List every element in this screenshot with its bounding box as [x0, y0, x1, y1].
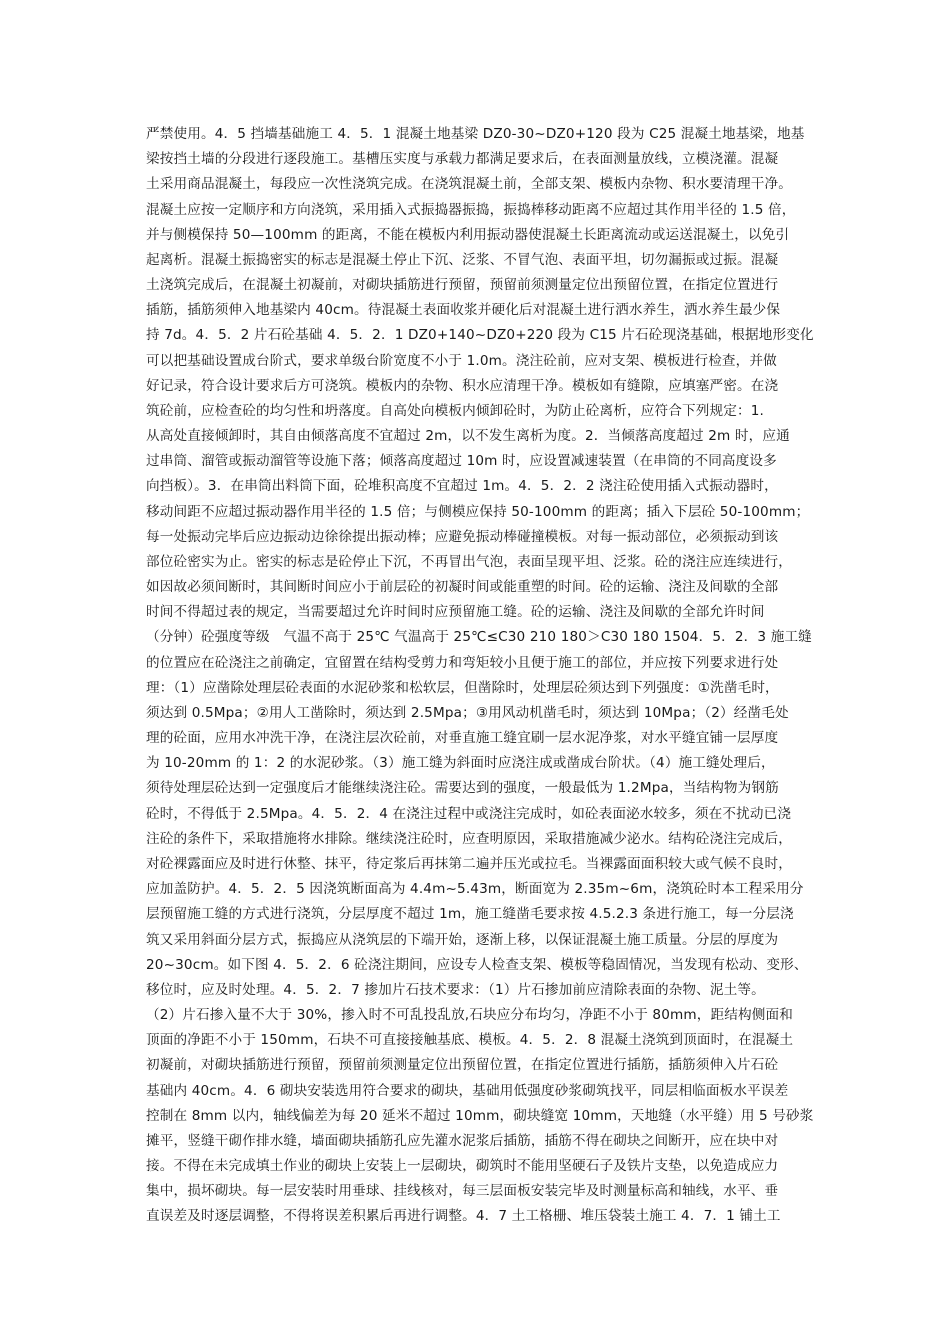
text-line: 的位置应在砼浇注之前确定，宜留置在结构受剪力和弯矩较小且便于施工的部位，并应按下列要求进行处: [146, 654, 779, 671]
text-line: 部位砼密实为止。密实的标志是砼停止下沉，不再冒出气泡，表面呈现平坦、泛浆。砼的浇注应连续进行，: [146, 553, 792, 570]
text-line: 控制在 8mm 以内，轴线偏差为每 20 延米不超过 10mm，砌块缝宽 10mm，天地缝（水平缝）用 5 号砂浆: [146, 1107, 814, 1124]
text-line: 直误差及时逐层调整，不得将误差积累后再进行调整。4．7 土工格栅、堆压袋装土施工 4．7．1 铺土工: [146, 1208, 781, 1225]
text-line: 筑砼前，应检查砼的均匀性和坍落度。自高处向模板内倾卸砼时，为防止砼离析，应符合下列规定：1.: [146, 402, 764, 419]
text-line: 注砼的条件下，采取措施将水排除。继续浇注砼时，应查明原因，采取措施减少泌水。结构砼浇注完成后，: [146, 830, 792, 847]
text-line: 混凝土应按一定顺序和方向浇筑，采用插入式振捣器振捣，振捣棒移动距离不应超过其作用半径的 1.5 倍，: [146, 201, 796, 218]
text-line: 筑又采用斜面分层方式，振捣应从浇筑层的下端开始，逐渐上移，以保证混凝土施工质量。分层的厚度为: [146, 931, 779, 948]
text-line: 梁按挡土墙的分段进行逐段施工。基槽压实度与承载力都满足要求后，在表面测量放线，立模浇灌。混凝: [146, 151, 779, 168]
text-line: 可以把基础设置成台阶式，要求单级台阶宽度不小于 1.0m。浇注砼前，应对支架、模板进行检查，并做: [146, 352, 777, 369]
text-line: 应加盖防护。4．5．2．5 因浇筑断面高为 4.4m~5.43m，断面宽为 2.35m~6m，浇筑砼时本工程采用分: [146, 881, 804, 898]
text-line: 过串筒、溜管或振动溜管等设施下落；倾落高度超过 10m 时，应设置减速装置（在串筒的不同高度设多: [146, 453, 777, 470]
text-line: 理的砼面，应用水冲洗干净，在浇注层次砼前，对垂直施工缝宜刷一层水泥净浆，对水平缝宜铺一层厚度: [146, 730, 779, 747]
text-line: 20~30cm。如下图 4．5．2．6 砼浇注期间，应设专人检查支架、模板等稳固情况，当发现有松动、变形、: [146, 956, 808, 973]
text-line: 起离析。混凝土振捣密实的标志是混凝土停止下沉、泛浆、不冒气泡、表面平坦，切勿漏振或过振。混凝: [146, 251, 779, 268]
text-line: 层预留施工缝的方式进行浇筑，分层厚度不超过 1m，施工缝凿毛要求按 4.5.2.3 条进行施工，每一分层浇: [146, 906, 794, 923]
text-line: 须待处理层砼达到一定强度后才能继续浇注砼。需要达到的强度，一般最低为 1.2Mpa，当结构物为钢筋: [146, 780, 779, 797]
body-text: [146, 122, 836, 1230]
text-line: 移位时，应及时处理。4．5．2．7 掺加片石技术要求：（1）片石掺加前应清除表面的杂物、泥土等。: [146, 981, 765, 998]
text-line: 摊平，竖缝干砌作排水缝，墙面砌块插筋孔应先灌水泥浆后插筋，插筋不得在砌块之间断开，应在块中对: [146, 1132, 779, 1149]
text-line: 土采用商品混凝土，每段应一次性浇筑完成。在浇筑混凝土前，全部支架、模板内杂物、积水要清理干净。: [146, 176, 792, 193]
text-line: 基础内 40cm。4．6 砌块安装选用符合要求的砌块，基础用低强度砂浆砌筑找平，同层相临面板水平误差: [146, 1082, 789, 1099]
text-line: 对砼裸露面应及时进行休整、抹平，待定浆后再抹第二遍并压光或拉毛。当裸露面面积较大或气候不良时，: [146, 855, 792, 872]
text-line: （分钟）砼强度等级 气温不高于 25℃ 气温高于 25℃≤C30 210 180＞C30 180 1504．5．2．3 施工缝: [146, 629, 812, 646]
text-line: 如因故必须间断时，其间断时间应小于前层砼的初凝时间或能重塑的时间。砼的运输、浇注及间歇的全部: [146, 579, 779, 596]
text-line: 砼时，不得低于 2.5Mpa。4．5．2．4 在浇注过程中或浇注完成时，如砼表面泌水较多，须在不扰动已浇: [146, 805, 792, 822]
text-line: 插筋，插筋须伸入地基梁内 40cm。待混凝土表面收浆并硬化后对混凝土进行洒水养生，洒水养生最少保: [146, 302, 781, 319]
text-line: 须达到 0.5Mpa；②用人工凿除时，须达到 2.5Mpa；③用风动机凿毛时，须达到 10Mpa；（2）经凿毛处: [146, 704, 789, 721]
text-line: 初凝前，对砌块插筋进行预留，预留前须测量定位出预留位置，在指定位置进行插筋，插筋须伸入片石砼: [146, 1057, 779, 1074]
text-line: 严禁使用。4．5 挡墙基础施工 4．5．1 混凝土地基梁 DZ0-30~DZ0+120 段为 C25 混凝土地基梁，地基: [146, 126, 805, 142]
text-line: 好记录，符合设计要求后方可浇筑。模板内的杂物、积水应清理干净。模板如有缝隙，应填塞严密。在浇: [146, 377, 779, 394]
text-line: 并与侧模保持 50—100mm 的距离，不能在模板内利用振动器使混凝土长距离流动或运送混凝土，以免引: [146, 226, 790, 243]
text-line: 每一处振动完毕后应边振动边徐徐提出振动棒；应避免振动棒碰撞模板。对每一振动部位，必须振动到该: [146, 528, 779, 545]
text-line: 集中，损坏砌块。每一层安装时用垂球、挂线核对，每三层面板安装完毕及时测量标高和轴线，水平、垂: [146, 1183, 779, 1200]
text-line: 时间不得超过表的规定，当需要超过允许时间时应预留施工缝。砼的运输、浇注及间歇的全部允许时间: [146, 604, 765, 621]
text-line: 接。不得在未完成填土作业的砌块上安装上一层砌块，砌筑时不能用坚硬石子及铁片支垫，以免造成应力: [146, 1158, 779, 1175]
text-line: 顶面的净距不小于 150mm，石块不可直接接触基底、模板。4．5．2．8 混凝土浇筑到顶面时，在混凝土: [146, 1032, 794, 1049]
text-line: 理：（1）应凿除处理层砼表面的水泥砂浆和松软层，但凿除时，处理层砼须达到下列强度：①洗凿毛时，: [146, 679, 779, 696]
text-line: 土浇筑完成后，在混凝土初凝前，对砌块插筋进行预留，预留前须测量定位出预留位置，在指定位置进行: [146, 277, 779, 294]
text-line: 为 10-20mm 的 1：2 的水泥砂浆。（3）施工缝为斜面时应浇注成或凿成台阶状。（4）施工缝处理后，: [146, 755, 775, 772]
text-line: 持 7d。4．5．2 片石砼基础 4．5．2．1 DZ0+140~DZ0+220 段为 C15 片石砼现浇基础，根据地形变化: [146, 327, 814, 344]
text-line: （2）片石掺入量不大于 30%，掺入时不可乱投乱放,石块应分布均匀，净距不小于 80mm，距结构侧面和: [146, 1007, 794, 1024]
text-line: 向挡板）。3．在串筒出料筒下面，砼堆积高度不宜超过 1m。4．5．2．2 浇注砼使用插入式振动器时，: [146, 478, 778, 495]
text-line: 从高处直接倾卸时，其自由倾落高度不宜超过 2m，以不发生离析为度。2．当倾落高度超过 2m 时，应通: [146, 428, 790, 445]
text-line: 移动间距不应超过振动器作用半径的 1.5 倍；与侧模应保持 50-100mm 的距离；插入下层砼 50-100mm；: [146, 503, 810, 520]
